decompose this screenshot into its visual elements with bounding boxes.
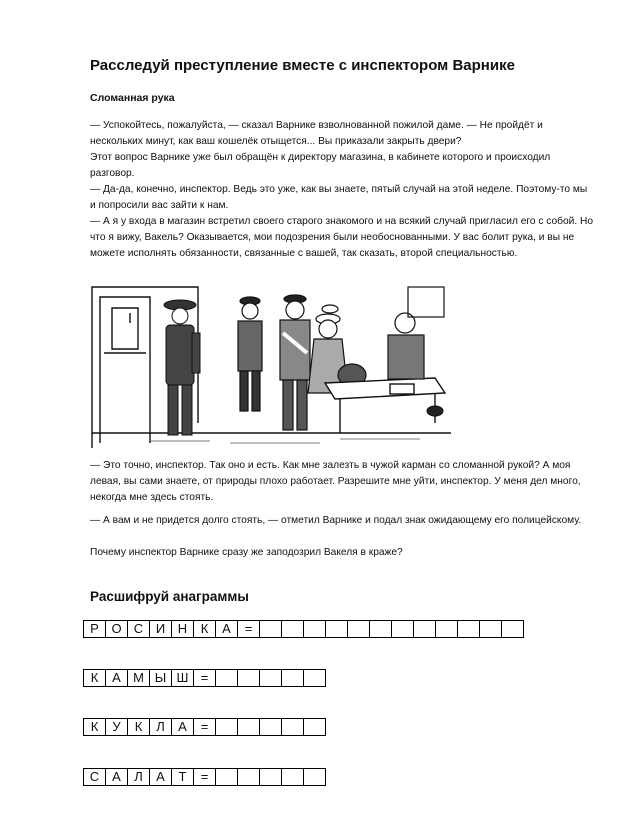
- equals-cell: =: [238, 621, 260, 638]
- story-subtitle: Сломанная рука: [90, 92, 175, 104]
- anagrams-heading: Расшифруй анаграммы: [90, 589, 249, 604]
- answer-cell[interactable]: [414, 621, 436, 638]
- anagram-row: [83, 718, 326, 736]
- answer-cell[interactable]: [238, 719, 260, 736]
- letter-cell: У: [106, 719, 128, 736]
- equals-cell: =: [194, 769, 216, 786]
- letter-cell: И: [150, 621, 172, 638]
- letter-cell: А: [216, 621, 238, 638]
- answer-cell[interactable]: [348, 621, 370, 638]
- answer-cell[interactable]: [260, 670, 282, 687]
- story-paragraph: — Да-да, конечно, инспектор. Ведь это уже, как вы знаете, пятый случай на этой неделе. Поэтому-то мы и попросили вас зайти к нам.: [90, 184, 588, 211]
- equals-cell: =: [194, 670, 216, 687]
- letter-cell: Т: [172, 769, 194, 786]
- letter-cell: А: [150, 769, 172, 786]
- story-paragraph: — Успокойтесь, пожалуйста, — сказал Варнике взволнованной пожилой даме. — Не пройдёт и нескольких минут, как ваш кошелёк отыщется... Вы приказали закрыть двери?: [90, 120, 543, 147]
- letter-cell: К: [84, 670, 106, 687]
- answer-cell[interactable]: [502, 621, 524, 638]
- answer-cell[interactable]: [216, 719, 238, 736]
- letter-cell: М: [128, 670, 150, 687]
- answer-cell[interactable]: [304, 621, 326, 638]
- answer-cell[interactable]: [480, 621, 502, 638]
- answer-cell[interactable]: [326, 621, 348, 638]
- letter-cell: Ы: [150, 670, 172, 687]
- answer-cell[interactable]: [304, 719, 326, 736]
- answer-cell[interactable]: [304, 769, 326, 786]
- anagram-row: [83, 620, 524, 638]
- letter-cell: С: [128, 621, 150, 638]
- story-question: Почему инспектор Варнике сразу же заподозрил Вакеля в краже?: [90, 547, 403, 558]
- letter-cell: С: [84, 769, 106, 786]
- answer-cell[interactable]: [260, 621, 282, 638]
- letter-cell: Р: [84, 621, 106, 638]
- letter-cell: О: [106, 621, 128, 638]
- letter-cell: Л: [150, 719, 172, 736]
- equals-cell: =: [194, 719, 216, 736]
- story-paragraph: — А я у входа в магазин встретил своего старого знакомого и на всякий случай пригласил его с собой. Но что я вижу, Вакель? Оказывается, мои подозрения были необоснованными. У вас болит рука, и вы не можете исполнять обязанности, связанные с вашей, так сказать, второй специальностью.: [90, 216, 594, 259]
- answer-cell[interactable]: [216, 769, 238, 786]
- answer-cell[interactable]: [282, 621, 304, 638]
- letter-cell: А: [106, 769, 128, 786]
- answer-cell[interactable]: [392, 621, 414, 638]
- answer-cell[interactable]: [282, 719, 304, 736]
- letter-cell: Ш: [172, 670, 194, 687]
- answer-cell[interactable]: [458, 621, 480, 638]
- detective-scene-illustration: [90, 283, 451, 450]
- story-paragraph: — А вам и не придется долго стоять, — отметил Варнике и подал знак ожидающему его полицейскому.: [90, 515, 582, 526]
- answer-cell[interactable]: [282, 769, 304, 786]
- answer-cell[interactable]: [216, 670, 238, 687]
- letter-cell: К: [194, 621, 216, 638]
- answer-cell[interactable]: [436, 621, 458, 638]
- letter-cell: А: [172, 719, 194, 736]
- letter-cell: А: [106, 670, 128, 687]
- story-paragraph: — Это точно, инспектор. Так оно и есть. Как мне залезть в чужой карман со сломанной рукой? А моя левая, вы сами знаете, от природы плохо работает. Разрешите мне уйти, инспектор. У меня дел много, некогда мне здесь стоять.: [90, 460, 581, 503]
- answer-cell[interactable]: [238, 670, 260, 687]
- answer-cell[interactable]: [260, 719, 282, 736]
- answer-cell[interactable]: [238, 769, 260, 786]
- letter-cell: К: [84, 719, 106, 736]
- story-paragraph: Этот вопрос Варнике уже был обращён к директору магазина, в кабинете которого и происходил разговор.: [90, 152, 551, 179]
- anagram-row: [83, 669, 326, 687]
- answer-cell[interactable]: [260, 769, 282, 786]
- answer-cell[interactable]: [370, 621, 392, 638]
- answer-cell[interactable]: [282, 670, 304, 687]
- letter-cell: Л: [128, 769, 150, 786]
- page-title: Расследуй преступление вместе с инспектором Варнике: [90, 57, 515, 74]
- letter-cell: Н: [172, 621, 194, 638]
- letter-cell: К: [128, 719, 150, 736]
- anagram-row: [83, 768, 326, 786]
- answer-cell[interactable]: [304, 670, 326, 687]
